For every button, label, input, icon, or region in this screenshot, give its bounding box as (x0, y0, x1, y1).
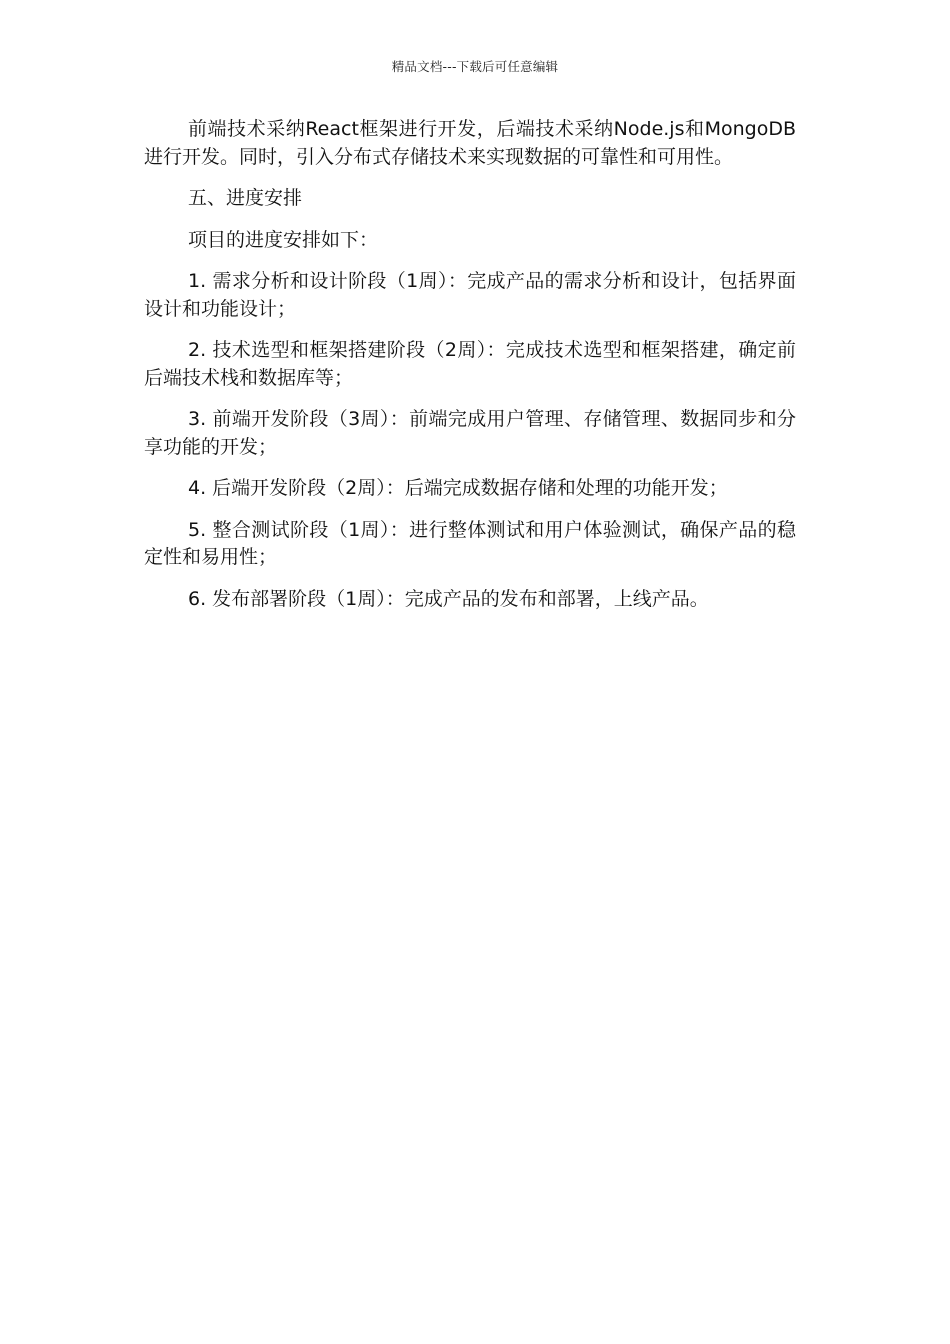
paragraph-schedule-intro: 项目的进度安排如下： (188, 228, 379, 251)
page-header: 精品文档---下载后可任意编辑 (391, 59, 559, 74)
list-item-phase-1: 1. 需求分析和设计阶段（1周）：完成产品的需求分析和设计，包括界面设计和功能设计； (144, 270, 796, 320)
list-item-phase-2: 2. 技术选型和框架搭建阶段（2周）：完成技术选型和框架搭建，确定前后端技术栈和数据库等； (144, 339, 796, 389)
list-item-phase-4: 4. 后端开发阶段（2周）：后端完成数据存储和处理的功能开发； (188, 477, 728, 499)
document-body (144, 116, 796, 627)
list-item-phase-5: 5. 整合测试阶段（1周）：进行整体测试和用户体验测试，确保产品的稳定性和易用性； (144, 518, 796, 568)
list-item-phase-3: 3. 前端开发阶段（3周）：前端完成用户管理、存储管理、数据同步和分享功能的开发； (144, 408, 796, 458)
list-item-phase-6: 6. 发布部署阶段（1周）：完成产品的发布和部署，上线产品。 (188, 587, 709, 610)
paragraph-tech-stack: 前端技术采纳React框架进行开发，后端技术采纳Node.js和MongoDB进行开发。同时，引入分布式存储技术来实现数据的可靠性和可用性。 (144, 118, 796, 168)
section-heading-schedule: 五、进度安排 (188, 187, 303, 209)
